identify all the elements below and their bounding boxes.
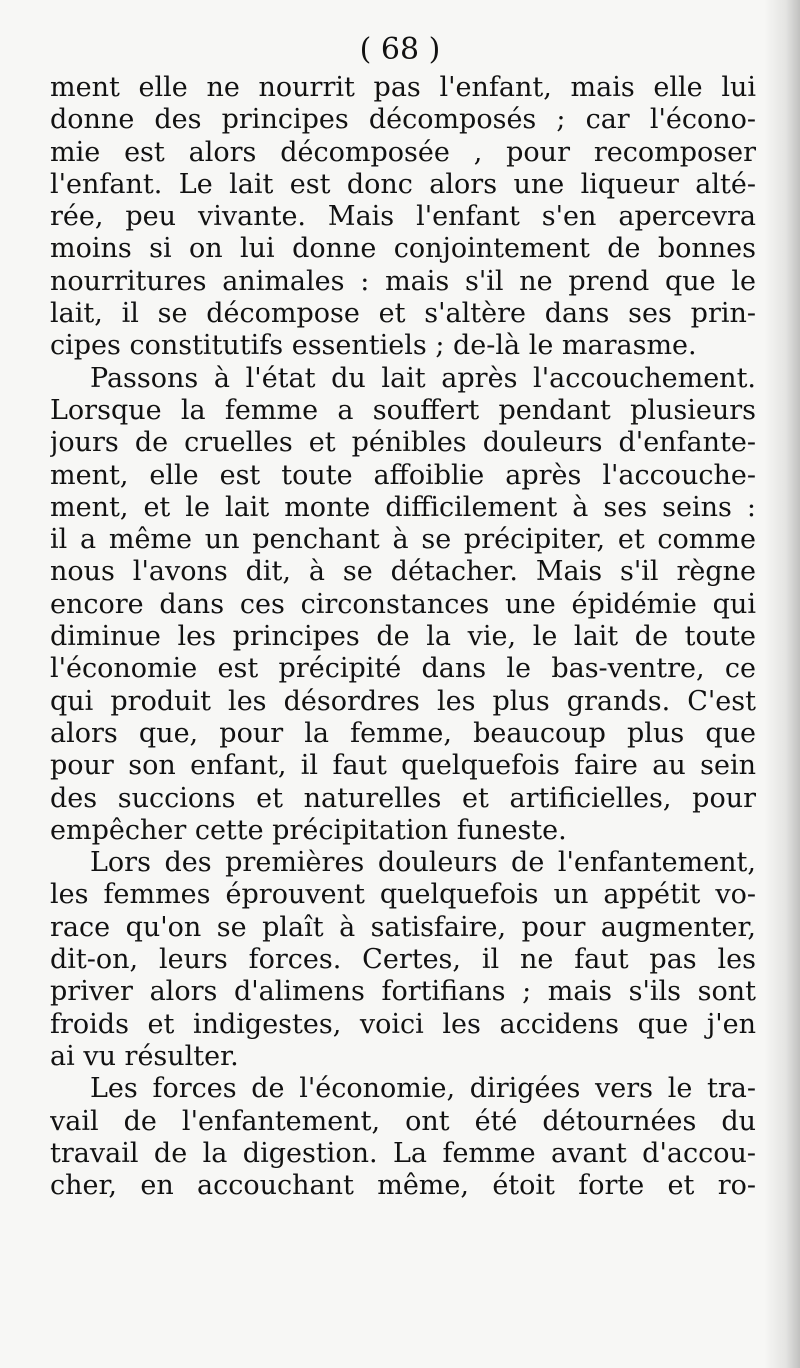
text-line: race qu'on se plaît à satisfaire, pour augmenter, bbox=[50, 911, 756, 943]
text-line: priver alors d'alimens fortifians ; mais s'ils sont bbox=[50, 976, 756, 1008]
text-line: ment, et le lait monte difficilement à ses seins : bbox=[50, 491, 756, 523]
text-line: les femmes éprouvent quelquefois un appétit vo- bbox=[50, 879, 756, 911]
text-line: cher, en accouchant même, étoit forte et ro- bbox=[50, 1170, 756, 1202]
text-line: l'enfant. Le lait est donc alors une liqueur alté- bbox=[50, 168, 756, 200]
text-line: vail de l'enfantement, ont été détournées du bbox=[50, 1105, 756, 1137]
text-line: encore dans ces circonstances une épidémie qui bbox=[50, 588, 756, 620]
text-line: nous l'avons dit, à se détacher. Mais s'il règne bbox=[50, 556, 756, 588]
text-line: travail de la digestion. La femme avant d'accou- bbox=[50, 1137, 756, 1169]
text-line: Les forces de l'économie, dirigées vers le tra- bbox=[90, 1073, 756, 1105]
text-line: Lorsque la femme a souffert pendant plusieurs bbox=[50, 394, 756, 426]
text-line: rée, peu vivante. Mais l'enfant s'en apercevra bbox=[50, 201, 756, 233]
text-line: alors que, pour la femme, beaucoup plus que bbox=[50, 717, 756, 749]
text-line: lait, il se décompose et s'altère dans ses prin- bbox=[50, 298, 756, 330]
text-line: qui produit les désordres les plus grands. C'est bbox=[50, 685, 756, 717]
text-line: empêcher cette précipitation funeste. bbox=[50, 814, 567, 846]
text-line: cipes constitutifs essentiels ; de-là le marasme. bbox=[50, 330, 697, 362]
page-number: ( 68 ) bbox=[359, 32, 441, 67]
text-line: des succions et naturelles et artificielles, pour bbox=[50, 782, 756, 814]
text-line: mie est alors décomposée , pour recomposer bbox=[50, 136, 756, 168]
text-line: l'économie est précipité dans le bas-ventre, ce bbox=[50, 653, 756, 685]
text-line: froids et indigestes, voici les accidens que j'en bbox=[50, 1008, 756, 1040]
text-line: diminue les principes de la vie, le lait de toute bbox=[50, 621, 756, 653]
text-line: Lors des premières douleurs de l'enfantement, bbox=[90, 847, 756, 879]
text-line: nourritures animales : mais s'il ne prend que le bbox=[50, 265, 756, 297]
text-line: ment, elle est toute affoiblie après l'accouche- bbox=[50, 459, 756, 491]
text-line: dit-on, leurs forces. Certes, il ne faut pas les bbox=[50, 944, 756, 976]
text-line: ment elle ne nourrit pas l'enfant, mais elle lui bbox=[50, 72, 756, 103]
text-line: il a même un penchant à se précipiter, et comme bbox=[50, 524, 756, 556]
text-line: pour son enfant, il faut quelquefois faire au sein bbox=[50, 750, 756, 782]
text-line: moins si on lui donne conjointement de bonnes bbox=[50, 233, 756, 265]
text-line: jours de cruelles et pénibles douleurs d'enfante- bbox=[50, 427, 756, 459]
text-line: Passons à l'état du lait après l'accouchement. bbox=[90, 362, 756, 394]
text-line: donne des principes décomposés ; car l'écono- bbox=[50, 104, 756, 136]
body-text bbox=[50, 72, 756, 1202]
text-line: ai vu résulter. bbox=[50, 1040, 239, 1072]
page-edge-shadow bbox=[764, 0, 800, 1368]
